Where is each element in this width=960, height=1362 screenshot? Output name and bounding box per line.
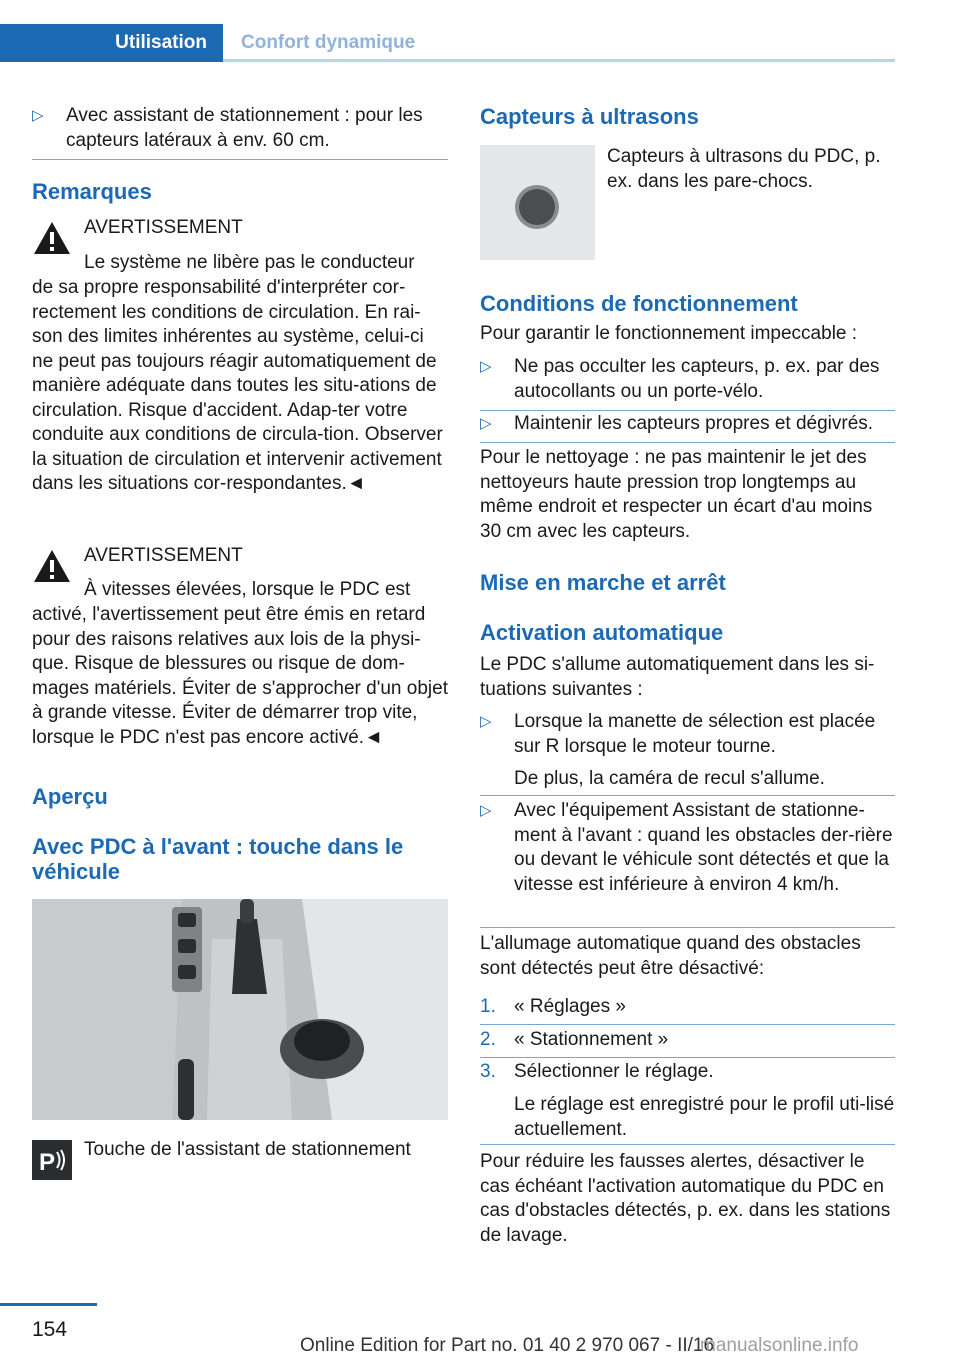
- section-title-conditions: Conditions de fonctionnement: [480, 291, 798, 316]
- divider: [480, 1024, 895, 1025]
- step-text: « Stationnement »: [514, 1029, 669, 1050]
- bullet-text: Lorsque la manette de sélection est placée sur R lorsque le moteur tourne.: [514, 711, 876, 757]
- auto-intro: Le PDC s'allume automatiquement dans les si-tuations suivantes :: [480, 654, 875, 700]
- divider: [480, 410, 895, 411]
- section-tab-utilisation[interactable]: Utilisation: [0, 24, 223, 62]
- divider: [480, 927, 895, 928]
- park-assist-button-icon: [32, 1140, 72, 1180]
- numbered-step: [480, 1060, 895, 1085]
- numbered-step: [480, 995, 895, 1020]
- bullet-text: Avec assistant de stationnement : pour les capteurs latéraux à env. 60 cm.: [66, 105, 423, 151]
- list-item: [480, 355, 895, 404]
- warning-label: AVERTISSEMENT: [84, 545, 243, 566]
- bullet-text: Ne pas occulter les capteurs, p. ex. par des autocollants ou un porte-vélo.: [514, 356, 880, 402]
- numbered-step: [480, 1028, 895, 1053]
- triangle-bullet-icon: ▷: [480, 713, 492, 730]
- vehicle-interior-image: [32, 899, 448, 1120]
- list-item: [32, 104, 448, 153]
- page-header: [0, 24, 895, 62]
- divider: [480, 442, 895, 443]
- section-tab-confort-dynamique[interactable]: Confort dynamique: [241, 32, 416, 53]
- disable-note: L'allumage automatique quand des obstacles sont détectés peut être désactivé:: [480, 933, 861, 979]
- edition-text: Online Edition for Part no. 01 40 2 970 067 - II/16: [300, 1335, 715, 1356]
- section-title-apercu: Aperçu: [32, 784, 108, 809]
- footer-rule: [0, 1303, 97, 1306]
- triangle-bullet-icon: ▷: [480, 358, 492, 375]
- subsection-title: Avec PDC à l'avant : touche dans le véhicule: [32, 834, 404, 884]
- warning-triangle-icon: [32, 548, 72, 584]
- bullet-text: Maintenir les capteurs propres et dégivrés.: [514, 413, 874, 434]
- step-text: Sélectionner le réglage.: [514, 1061, 714, 1082]
- section-title-capteurs: Capteurs à ultrasons: [480, 104, 699, 129]
- list-item: [480, 799, 895, 897]
- divider: [32, 159, 448, 160]
- list-item: [480, 710, 895, 759]
- warning-label: AVERTISSEMENT: [84, 217, 243, 238]
- sensors-caption: Capteurs à ultrasons du PDC, p. ex. dans les pare-chocs.: [607, 146, 881, 192]
- header-rule: [223, 59, 895, 62]
- step-number: 1.: [480, 996, 496, 1017]
- divider: [480, 1144, 895, 1145]
- warning-first-line: Le système ne libère pas le conducteur: [84, 252, 415, 273]
- step-number: 2.: [480, 1029, 496, 1050]
- page-number: 154: [32, 1318, 68, 1341]
- triangle-bullet-icon: ▷: [480, 802, 492, 819]
- triangle-bullet-icon: ▷: [32, 107, 44, 124]
- button-caption: Touche de l'assistant de stationnement: [84, 1139, 411, 1160]
- ultrasonic-sensor-image: [480, 145, 595, 260]
- step-text: « Réglages »: [514, 996, 626, 1017]
- list-item: [480, 412, 895, 437]
- svg-text:P: P: [39, 1149, 56, 1176]
- divider: [480, 1057, 895, 1058]
- section-title-remarques: Remarques: [32, 179, 152, 204]
- warning-triangle-icon: [32, 220, 72, 256]
- subsection-title-activation: Activation automatique: [480, 620, 724, 645]
- step-number: 3.: [480, 1061, 496, 1082]
- warning-body: activé, l'avertissement peut être émis en retard pour des raisons relatives aux lois de la physi-que. Risque de blessures ou risque de dom-mages matériels. Éviter de s'approcher d'un objet à grande vitesse. Éviter de démarrer trop vite, lorsque le PDC n'est pas encore activé.◄: [32, 604, 448, 748]
- bullet-text: Avec l'équipement Assistant de stationne-ment à l'avant : quand les obstacles der-rière ou devant le véhicule sont détectés et que la vitesse est inférieure à environ 4 km/h.: [514, 800, 893, 895]
- triangle-bullet-icon: ▷: [480, 415, 492, 432]
- step-extra-text: Le réglage est enregistré pour le profil uti-lisé actuellement.: [514, 1094, 895, 1140]
- warning-first-line: À vitesses élevées, lorsque le PDC est: [84, 579, 411, 600]
- false-alerts-note: Pour réduire les fausses alertes, désactiver le cas échéant l'activation automatique du PDC en cas d'obstacles détectés, p. ex. dans les stations de lavage.: [480, 1151, 891, 1246]
- bullet-extra-text: De plus, la caméra de recul s'allume.: [514, 768, 825, 789]
- divider: [480, 795, 895, 796]
- section-title-mise-en-marche: Mise en marche et arrêt: [480, 570, 726, 595]
- watermark: manualsonline.info: [700, 1335, 859, 1356]
- cleaning-note: Pour le nettoyage : ne pas maintenir le jet des nettoyeurs haute pression trop longtemps au même endroit et respecter un écart d'au moins 30 cm avec les capteurs.: [480, 447, 873, 542]
- warning-body: de sa propre responsabilité d'interpréter cor-rectement les conditions de circulation. En rai-son des limites inhérentes au système, celui-ci ne peut pas toujours réagir automatiquement de manière adéquate dans toutes les situ-ations de circulation. Risque d'accident. Adap-ter votre conduite aux conditions de circula-tion. Observer la situation de circulation et intervenir activement dans les situations cor-respondantes.◄: [32, 277, 443, 494]
- conditions-intro: Pour garantir le fonctionnement impeccable :: [480, 323, 858, 344]
